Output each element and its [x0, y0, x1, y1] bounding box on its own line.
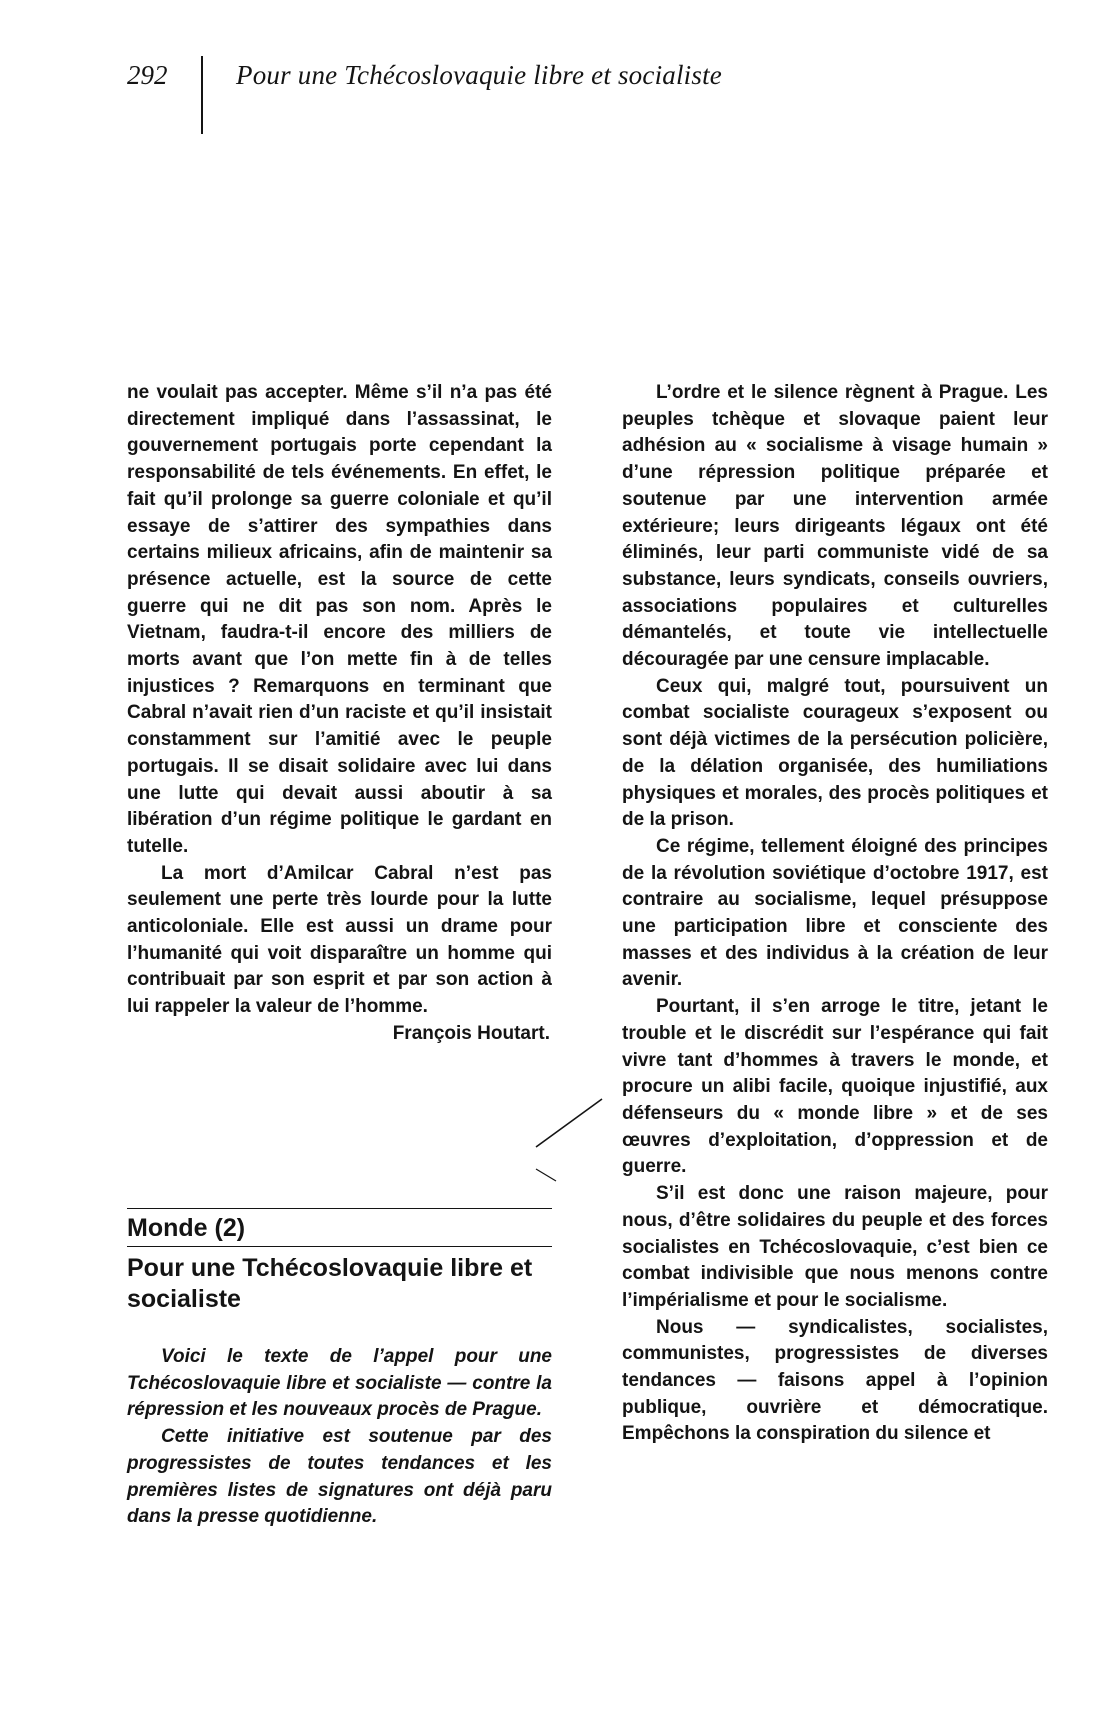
section-header	[127, 1208, 552, 1315]
left-column	[127, 380, 552, 1048]
header-divider	[201, 56, 203, 134]
right-column	[622, 380, 1048, 1448]
right-paragraph-6: Nous — syndicalistes, socialistes, communistes, progressistes de diverses tendances — faisons appel à l’opinion publique, ouvrière et démocratique. Empêchons la conspiration du silence et	[622, 1316, 1048, 1445]
right-paragraph-1: L’ordre et le silence règnent à Prague. Les peuples tchèque et slovaque paient leur adhésion au « socialisme à visage humain » d’une répression politique préparée et soutenue par une intervention armée extérieure; leurs dirigeants légaux ont été éliminés, leur parti communiste vidé de sa substance, leurs syndicats, conseils ouvriers, associations populaires et culturelles démantelés, et toute vie intellectuelle découragée par une censure implacable.	[622, 382, 1048, 671]
running-title: Pour une Tchécoslovaquie libre et socialiste	[236, 60, 722, 90]
section-title: Pour une Tchécoslovaquie libre et socialiste	[127, 1254, 533, 1313]
section-heading: Monde (2)	[127, 1214, 246, 1242]
signature-stroke	[526, 1095, 606, 1183]
page-header	[0, 0, 1120, 140]
section-rule-top	[127, 1208, 552, 1209]
right-paragraph-5: S’il est donc une raison majeure, pour nous, d’être solidaires du peuple et des forces socialistes en Tchécoslovaquie, c’est bien ce combat indivisible que nous menons contre l’impérialisme et pour le socialisme.	[622, 1183, 1048, 1311]
left-paragraph-1: ne voulait pas accepter. Même s’il n’a pas été directement impliqué dans l’assassinat, le gouvernement portugais porte cependant la responsabilité de tels événements. En effet, le fait qu’il prolonge sa guerre coloniale et qu’il essaye de s’attirer des sympathies dans certains milieux africains, afin de maintenir sa présence actuelle, est la source de cette guerre qui ne dit pas son nom. Après le Vietnam, faudra-t-il encore des milliers de morts avant que l’on mette fin à de telles injustices ? Remarquons en terminant que Cabral n’avait rien d’un raciste et qu’il insistait constamment sur l’amitié avec le peuple portugais. Il se disait solidaire avec lui dans une lutte qui devait aussi aboutir à sa libération d’un régime politique le gardant en tutelle.	[127, 382, 552, 857]
section-rule-bottom	[127, 1246, 552, 1247]
intro-paragraph-1: Voici le texte de l’appel pour une Tchécoslovaquie libre et socialiste — contre la répression et les nouveaux procès de Prague.	[127, 1346, 552, 1421]
right-paragraph-2: Ceux qui, malgré tout, poursuivent un combat socialiste courageux s’exposent ou sont déjà victimes de la persécution policière, de la délation organisée, des humiliations physiques et morales, des procès politiques et de la prison.	[622, 675, 1048, 831]
right-paragraph-4: Pourtant, il s’en arroge le titre, jetant le trouble et le discrédit sur l’espérance qui fait vivre tant d’hommes à travers le monde, et procure un alibi facile, quoique injustifié, aux défenseurs du « monde libre » et de ses œuvres d’exploitation, d’oppression et de guerre.	[622, 996, 1048, 1178]
right-paragraph-3: Ce régime, tellement éloigné des principes de la révolution soviétique d’octobre 1917, est contraire au socialisme, lequel présuppose une participation libre et consciente des masses et des individus à la création de leur avenir.	[622, 835, 1048, 991]
page-number: 292	[127, 60, 168, 90]
intro-paragraph-2: Cette initiative est soutenue par des progressistes de toutes tendances et les premières listes de signatures ont déjà paru dans la presse quotidienne.	[127, 1426, 552, 1528]
left-paragraph-2: La mort d’Amilcar Cabral n’est pas seulement une perte très lourde pour la lutte anticoloniale. Elle est aussi un drame pour l’humanité qui voit disparaître un homme qui contribuait par son esprit et par son action à lui rappeler la valeur de l’homme.	[127, 862, 552, 1018]
intro-block	[127, 1344, 552, 1531]
author-signature: François Houtart.	[392, 1022, 550, 1044]
